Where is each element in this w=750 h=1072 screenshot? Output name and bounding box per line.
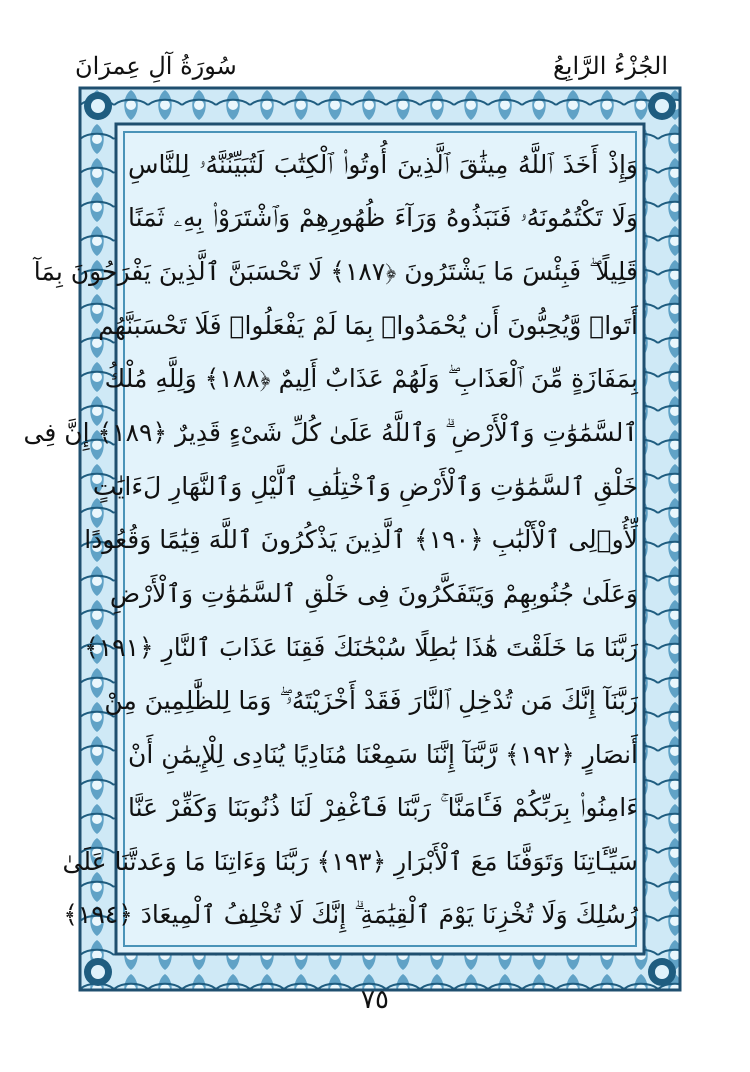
- text-line: قَلِيلًا ۖ فَبِئْسَ مَا يَشْتَرُونَ ﴿١٨٧﴾ لَا تَحْسَبَنَّ ٱلَّذِينَ يَفْرَحُونَ بِمَآ: [33, 256, 638, 286]
- text-line: لِّأُو۟لِى ٱلْأَلْبَٰبِ ﴿١٩٠﴾ ٱلَّذِينَ يَذْكُرُونَ ٱللَّهَ قِيَٰمًا وَقُعُودًا: [84, 525, 638, 555]
- surah-title: سُورَةُ آلِ عِمرَانَ: [75, 52, 237, 80]
- text-line: ٱلسَّمَٰوَٰتِ وَٱلْأَرْضِ ۗ وَٱللَّهُ عَلَىٰ كُلِّ شَىْءٍ قَدِيرٌ ﴿١٨٩﴾ إِنَّ فِى: [23, 417, 638, 447]
- page-header: [0, 0, 750, 95]
- quran-text: [23, 138, 638, 946]
- text-line: وَلَا تَكْتُمُونَهُۥ فَنَبَذُوهُ وَرَآءَ ظُهُورِهِمْ وَٱشْتَرَوْا۟ بِهِۦ ثَمَنًا: [128, 203, 638, 233]
- page-number: ٧٥: [361, 985, 389, 1015]
- text-line: سَيِّـَٔاتِنَا وَتَوَفَّنَا مَعَ ٱلْأَبْرَارِ ﴿١٩٣﴾ رَبَّنَا وَءَاتِنَا مَا وَعَدتَّنَا عَلَىٰ: [62, 847, 638, 877]
- text-line: ءَامِنُوا۟ بِرَبِّكُمْ فَـَٔامَنَّا ۚ رَبَّنَا فَٱغْفِرْ لَنَا ذُنُوبَنَا وَكَفِّرْ عَنَّا: [128, 792, 638, 822]
- text-line: رُسُلِكَ وَلَا تُخْزِنَا يَوْمَ ٱلْقِيَٰمَةِ ۗ إِنَّكَ لَا تُخْلِفُ ٱلْمِيعَادَ ﴿١٩٤﴾: [63, 900, 638, 930]
- text-line: رَبَّنَآ إِنَّكَ مَن تُدْخِلِ ٱلنَّارَ فَقَدْ أَخْزَيْتَهُۥ ۖ وَمَا لِلظَّٰلِمِينَ مِنْ: [104, 685, 638, 715]
- text-line: خَلْقِ ٱلسَّمَٰوَٰتِ وَٱلْأَرْضِ وَٱخْتِلَٰفِ ٱلَّيْلِ وَٱلنَّهَارِ لَءَايَٰتٍ: [92, 471, 638, 501]
- text-line: وَإِذْ أَخَذَ ٱللَّهُ مِيثَٰقَ ٱلَّذِينَ أُوتُوا۟ ٱلْكِتَٰبَ لَتُبَيِّنُنَّهُۥ لِلنَّاسِ: [128, 149, 638, 179]
- text-line: أَتَوا۟ وَّيُحِبُّونَ أَن يُحْمَدُوا۟ بِمَا لَمْ يَفْعَلُوا۟ فَلَا تَحْسَبَنَّهُم: [98, 311, 638, 341]
- juz-title: الجُزْءُ الرَّابِعُ: [553, 52, 668, 80]
- text-line: بِمَفَازَةٍ مِّنَ ٱلْعَذَابِ ۖ وَلَهُمْ عَذَابٌ أَلِيمٌ ﴿١٨٨﴾ وَلِلَّهِ مُلْكُ: [104, 364, 638, 394]
- text-line: أَنصَارٍ ﴿١٩٢﴾ رَّبَّنَآ إِنَّنَا سَمِعْنَا مُنَادِيًا يُنَادِى لِلْإِيمَٰنِ أَنْ: [128, 739, 638, 769]
- text-line: وَعَلَىٰ جُنُوبِهِمْ وَيَتَفَكَّرُونَ فِى خَلْقِ ٱلسَّمَٰوَٰتِ وَٱلْأَرْضِ: [109, 579, 638, 609]
- text-line: رَبَّنَا مَا خَلَقْتَ هَٰذَا بَٰطِلًا سُبْحَٰنَكَ فَقِنَا عَذَابَ ٱلنَّارِ ﴿١٩١﴾: [84, 632, 638, 662]
